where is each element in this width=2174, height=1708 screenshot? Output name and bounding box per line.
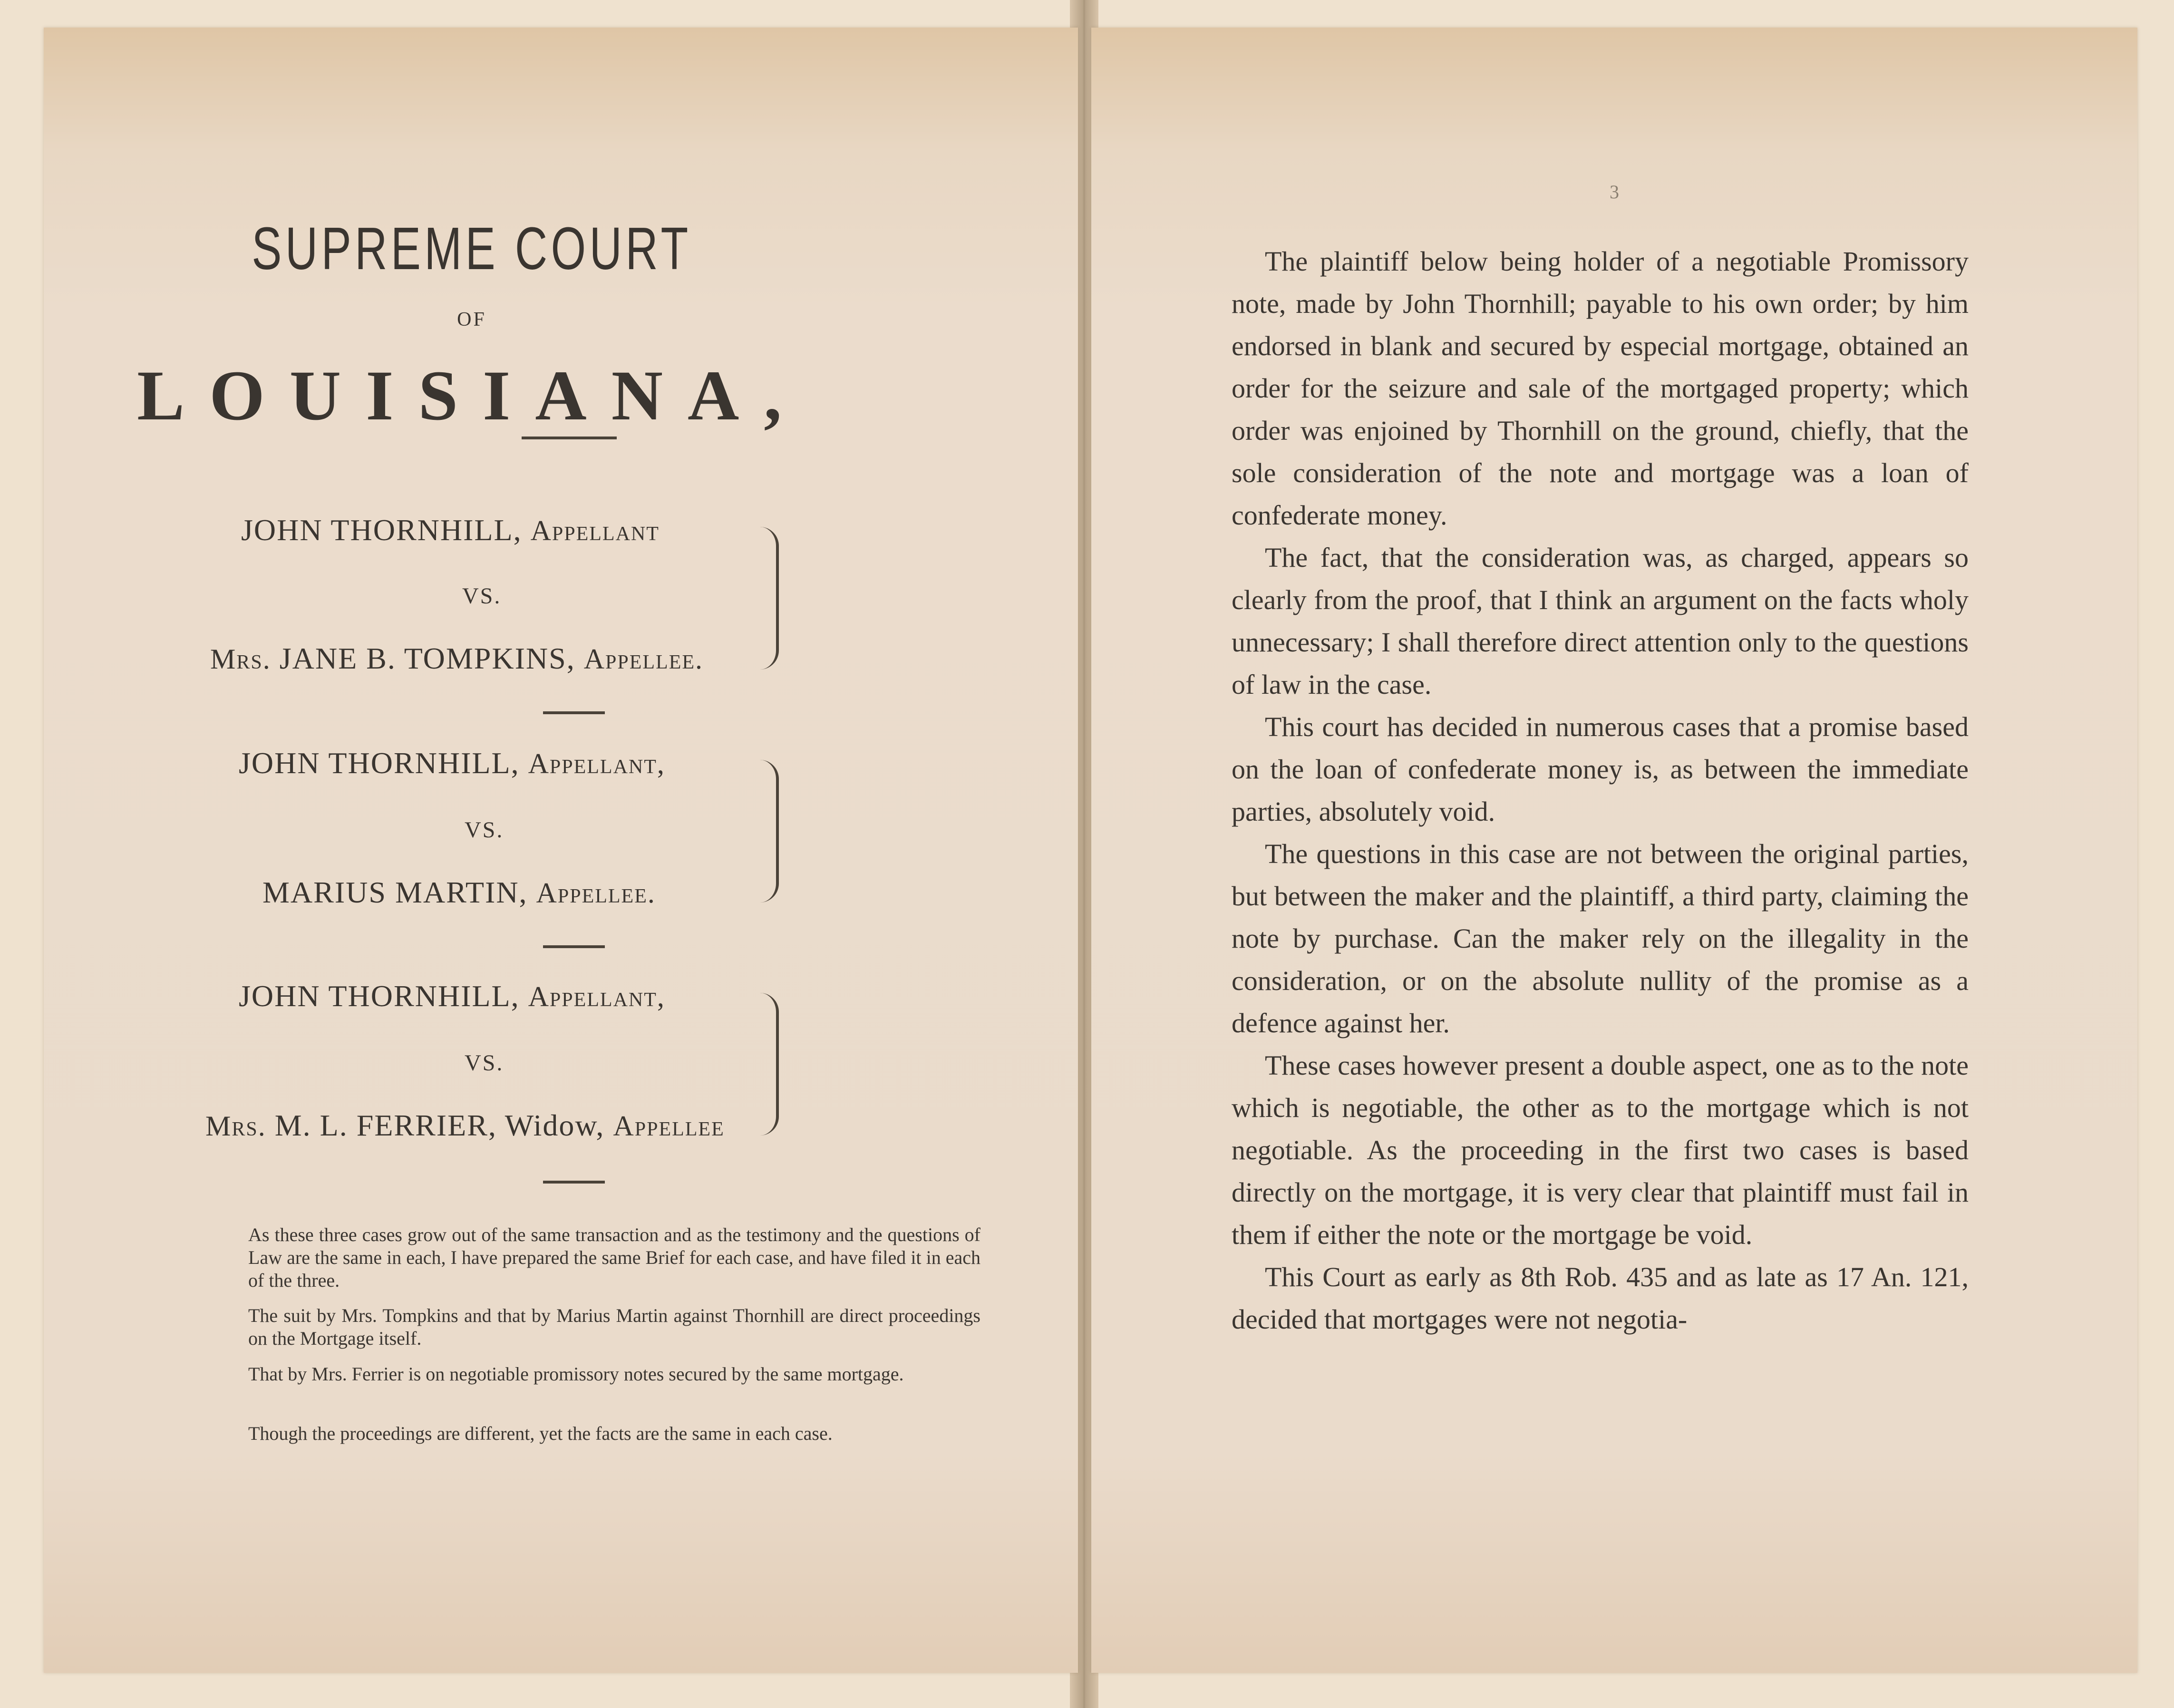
note-paragraph: That by Mrs. Ferrier is on negotiable promissory notes secured by the same mortgage. bbox=[248, 1363, 904, 1385]
case3-vs: VS. bbox=[465, 1050, 504, 1076]
page-number: 3 bbox=[1610, 181, 1619, 203]
case3-appellee bbox=[205, 1108, 725, 1143]
case2-appellee-role: Appellee. bbox=[536, 877, 656, 909]
title-court: SUPREME COURT bbox=[252, 215, 692, 282]
case1-appellant-role: Appellant bbox=[530, 515, 660, 546]
title-state: LOUISIANA, bbox=[137, 356, 806, 435]
note-paragraph: The suit by Mrs. Tompkins and that by Marius Martin against Thornhill are direct proceedings on the Mortgage itself. bbox=[248, 1305, 980, 1349]
note-paragraph: Though the proceedings are different, yet the facts are the same in each case. bbox=[248, 1423, 833, 1444]
case2-appellant bbox=[239, 746, 665, 781]
case1-appellee-name: JANE B. TOMPKINS, bbox=[279, 641, 575, 675]
case1-appellee bbox=[210, 641, 703, 676]
case3-appellee-role: Appellee bbox=[613, 1110, 725, 1142]
case3-appellant-role: Appellant, bbox=[528, 981, 665, 1012]
case1-brace bbox=[757, 527, 779, 670]
case3-brace bbox=[757, 993, 779, 1135]
case1-appellee-prefix: Mrs. bbox=[210, 643, 271, 675]
case1-appellant bbox=[241, 513, 660, 548]
case2-appellee bbox=[262, 875, 656, 910]
body-paragraph: The questions in this case are not between the original parties, but between the maker and the plaintiff, a third party, claiming the note by purchase. Can the maker rely on the illegality in the consideration, or on the absolute nullity of the promise as a defence against her. bbox=[1232, 838, 1969, 1038]
body-paragraph: These cases however present a double aspect, one as to the note which is negotiable, the other as to the mortgage which is not negotiable. As the proceeding in the first two cases is based directly on the mortgage, it is very clear that plaintiff must fail in them if either the note or the mortgage be void. bbox=[1232, 1050, 1969, 1250]
case3-appellant-name: JOHN THORNHILL, bbox=[239, 979, 520, 1013]
case2-appellant-role: Appellant, bbox=[528, 748, 665, 779]
case-separator-1 bbox=[543, 711, 605, 714]
body-paragraph: This court has decided in numerous cases that a promise based on the loan of confederate money is, as between the immediate parties, absolutely void. bbox=[1232, 711, 1969, 827]
case-separator-3 bbox=[543, 1181, 605, 1184]
case3-appellee-prefix: Mrs. bbox=[205, 1110, 266, 1142]
body-paragraph: The fact, that the consideration was, as charged, appears so clearly from the proof, that I think an argument on the facts wholy unnecessary; I shall therefore direct attention only to the questions of law in the case. bbox=[1232, 542, 1969, 700]
case1-appellant-name: JOHN THORNHILL, bbox=[241, 513, 522, 547]
case1-vs: VS. bbox=[462, 583, 502, 609]
case2-appellant-name: JOHN THORNHILL, bbox=[239, 746, 520, 780]
case-separator-2 bbox=[543, 945, 605, 948]
case2-appellee-name: MARIUS MARTIN, bbox=[262, 875, 528, 909]
body-paragraph: This Court as early as 8th Rob. 435 and as late as 17 An. 121, decided that mortgages were not negotia- bbox=[1232, 1262, 1969, 1335]
title-of: OF bbox=[457, 309, 486, 330]
body-paragraph: The plaintiff below being holder of a negotiable Promissory note, made by John Thornhill; payable to his own order; by him endorsed in blank and secured by especial mortgage, obtained an order for the seizure and sale of the mortgaged property; which order was enjoined by Thornhill on the ground, chiefly, that the sole consideration of the note and mortgage was a loan of confederate money. bbox=[1232, 246, 1969, 531]
left-page bbox=[44, 28, 1078, 1673]
case3-appellant bbox=[239, 979, 665, 1014]
case1-appellee-role: Appellee. bbox=[583, 643, 704, 675]
case2-brace bbox=[757, 760, 779, 903]
case3-appellee-name: M. L. FERRIER, Widow, bbox=[274, 1108, 605, 1142]
case2-vs: VS. bbox=[465, 817, 504, 843]
brief-body bbox=[1232, 240, 1969, 1340]
title-rule bbox=[522, 437, 617, 439]
note-paragraph: As these three cases grow out of the same transaction and as the testimony and the questions of Law are the same in each, I have prepared the same Brief for each case, and have filed it in each of the three. bbox=[248, 1224, 980, 1291]
